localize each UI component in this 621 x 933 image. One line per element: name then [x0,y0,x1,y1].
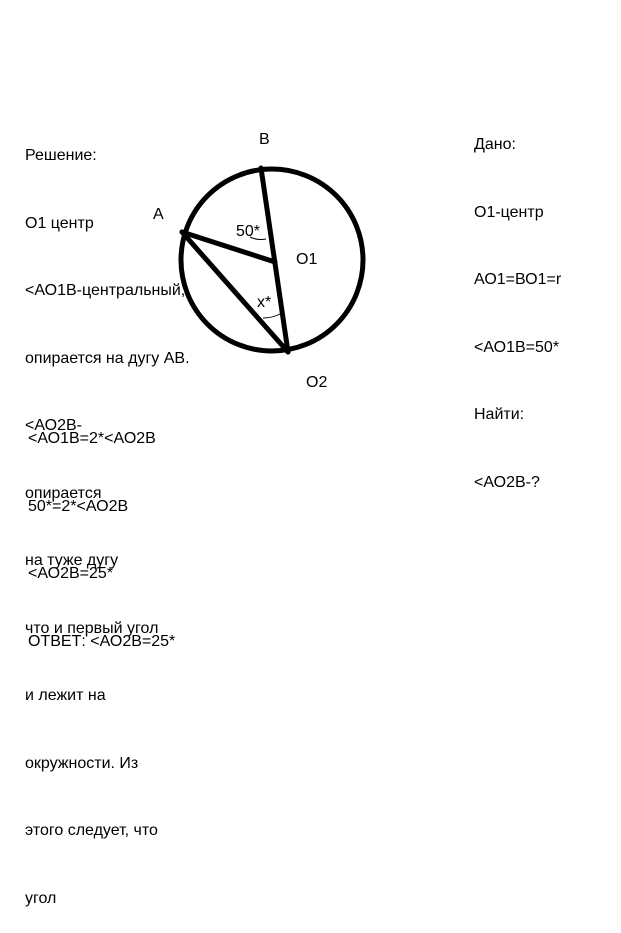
solution-line: <АО2В- [25,417,83,434]
given-line: <АО1В=50* [474,338,560,356]
label-o2: О2 [306,374,328,391]
solution-line: этого следует, что [25,822,158,839]
solution-line: О1 центр [25,214,94,232]
label-o1: О1 [296,251,318,268]
solution-line: угол [25,889,57,907]
solution-line: <АО1В-центральный, [25,282,186,299]
answer-line: ОТВЕТ: <АО2В=25* [28,632,176,650]
solution-line: опирается на дугу АВ. [25,349,190,367]
label-b: В [259,131,270,148]
solution-line: окружности. Из [25,754,139,772]
solution-line: на туже дугу [25,552,119,569]
answer-line: <АО1В=2*<АО2В [28,430,156,447]
answer-line: 50*=2*<АО2В [28,497,129,515]
angle-arc-inscribed [263,313,282,318]
given-line: <АО2В-? [474,473,540,491]
solution-line: опирается [25,484,102,502]
given-line: АО1=ВО1=r [474,271,562,288]
solution-line: и лежит на [25,687,106,704]
label-a: А [153,206,164,223]
label-angle-x: х* [257,294,272,311]
solution-line: что и первый угол [25,619,159,637]
given-line: Найти: [474,406,525,423]
answer-line: <АО2В=25* [28,565,114,582]
given-line: О1-центр [474,203,544,221]
label-angle-50: 50* [236,223,261,240]
solution-line: Решение: [25,147,97,164]
given-line: Дано: [474,136,516,153]
